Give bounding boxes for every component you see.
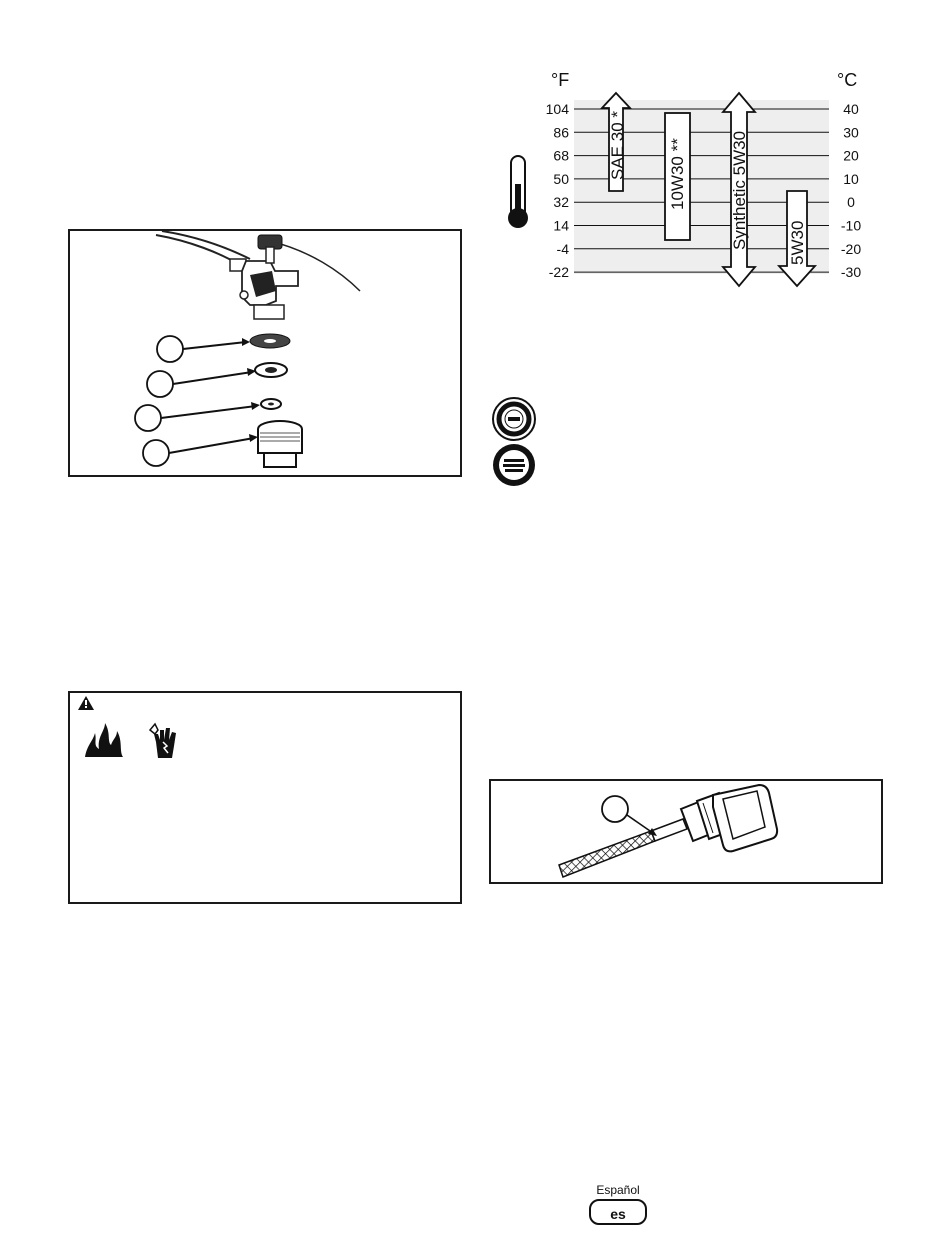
10w30-label: 10W30 ** [668,138,687,210]
fuel-filter-diagram [70,231,460,475]
fahrenheit-tick-label: 14 [553,217,569,234]
warning-box [68,691,462,904]
language-caption: Español [596,1183,640,1197]
fahrenheit-tick-label: 32 [553,194,569,211]
fahrenheit-tick-label: 68 [553,147,569,164]
fahrenheit-tick-label: 104 [545,101,569,117]
callout-dipstick [602,796,628,822]
callout-3 [135,405,161,431]
fahrenheit-tick-label: -22 [548,264,569,281]
celsius-tick-label: 10 [843,170,859,187]
celsius-tick-label: -10 [840,217,862,234]
dipstick-figure [489,779,883,884]
language-tab[interactable] [587,1183,649,1225]
api-service-seal [490,397,538,492]
celsius-tick-label: -30 [840,264,862,281]
10w30-bar [665,113,690,240]
fahrenheit-unit-label: °F [551,70,570,90]
warning-header [70,693,460,711]
fire-icon [83,723,125,759]
warning-triangle-icon [78,696,94,710]
celsius-tick-label: 0 [847,194,855,211]
fuel-filter-figure [68,229,462,477]
fahrenheit-tick-label: -4 [556,240,569,257]
callout-2 [147,371,173,397]
dipstick-diagram [491,781,881,882]
celsius-tick-label: 30 [843,124,859,141]
callout-4 [143,440,169,466]
fahrenheit-tick-label: 50 [553,170,569,187]
oil-chart-svg [497,60,887,300]
callout-1 [157,336,183,362]
synthetic-5w30-label: Synthetic 5W30 [730,130,749,250]
celsius-tick-label: -20 [840,240,862,257]
celsius-unit-label: °C [837,70,858,90]
5w30-label: 5W30 [788,220,807,265]
electric-shock-icon [146,720,180,760]
language-code-button[interactable]: es [589,1199,647,1225]
sae30-label: SAE 30 * [608,111,627,180]
oil-temperature-chart [497,60,887,300]
thermometer-icon [508,156,528,228]
celsius-tick-label: 40 [843,101,859,117]
celsius-tick-label: 20 [843,147,859,164]
fahrenheit-tick-label: 86 [553,124,569,141]
